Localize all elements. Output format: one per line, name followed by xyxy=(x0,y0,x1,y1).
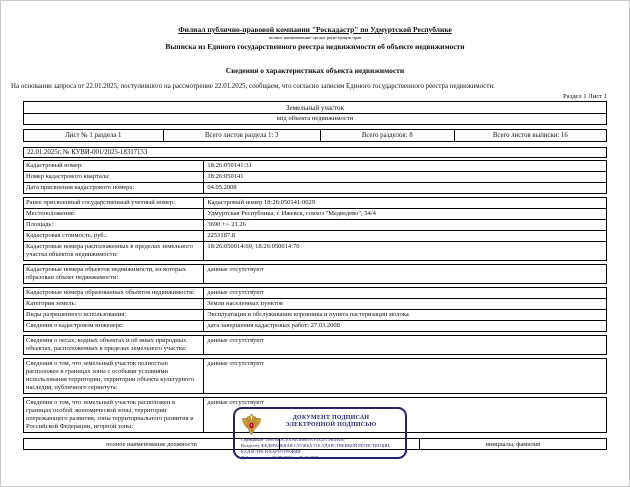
sheets-info-row xyxy=(23,129,607,142)
registration-authority-name: Филиал публично-правовой компании "Роскадастр" по Удмуртской Республике xyxy=(178,25,452,34)
characteristic-value: 3690 +/- 21.26 xyxy=(207,221,246,228)
characteristic-label: Кадастровые номера объектов недвижимости, из которых образован объект недвижимости: xyxy=(24,265,204,283)
characteristic-value: Удмуртская Республика, г. Ижевск, совхоз "Медведево", 54/4 xyxy=(207,210,376,217)
characteristic-value: Земли населенных пунктов xyxy=(207,300,283,307)
characteristic-row xyxy=(24,219,606,230)
characteristic-value: данные отсутствуют xyxy=(207,337,264,344)
russian-coat-of-arms-icon xyxy=(241,413,262,436)
characteristic-row xyxy=(24,309,606,320)
characteristic-value: данные отсутствуют xyxy=(207,399,264,406)
object-type-value: Земельный участок xyxy=(24,102,606,114)
characteristic-value: Кадастровый номер 18:26:050141:0029 xyxy=(207,199,315,206)
stamp-title-line1: ДОКУМЕНТ ПОДПИСАН xyxy=(292,415,370,421)
stamp-header xyxy=(235,409,405,436)
characteristic-label: Площадь: xyxy=(24,220,204,230)
sheets-info-cell: Всего листов выписки: 16 xyxy=(492,132,568,139)
characteristics-block xyxy=(23,335,607,355)
document-title: Выписка из Единого государственного реестра недвижимости об объекте недвижимости xyxy=(165,42,465,51)
sheets-info-cell: Всего листов раздела 1: 3 xyxy=(164,130,321,141)
object-type-caption: вид объекта недвижимости xyxy=(276,115,354,122)
characteristics-block xyxy=(23,287,607,332)
characteristics-block xyxy=(23,358,607,394)
characteristic-value: данные отсутствуют xyxy=(207,289,264,296)
section-sheet-label: Раздел 1 Лист 1 xyxy=(563,93,607,100)
characteristics-block xyxy=(23,264,607,284)
characteristic-value: Эксплуатация и обслуживание коровника и пункта пастеризации молока xyxy=(207,311,409,318)
characteristic-value: 18:26:050014:69, 18:26:050014:70 xyxy=(207,243,300,250)
document-header xyxy=(1,1,629,100)
characteristic-row xyxy=(24,198,606,208)
characteristics-block xyxy=(23,197,607,261)
characteristic-row xyxy=(24,241,606,260)
characteristic-label: Кадастровые номера расположенных в пределах земельного участка объектов недвижимости: xyxy=(24,242,204,260)
characteristic-row xyxy=(24,288,606,298)
signature-name-caption: инициалы, фамилия xyxy=(485,440,541,448)
stamp-certificate: Сертификат: 009F00DC101AE3B66597F1E25749EFB50 xyxy=(241,437,345,442)
characteristic-label: Сведения о том, что земельный участок расположен в границах особой экономической зоны, территории опережающего развития, зоны территориального развития в Российской Федерации, игорной зоны: xyxy=(24,398,204,432)
stamp-title-block xyxy=(262,413,400,429)
characteristic-row xyxy=(24,182,606,193)
characteristic-label: Сведения о кадастровом инженере: xyxy=(24,321,204,331)
characteristic-row xyxy=(24,320,606,331)
characteristic-label: Кадастровые номера образованных объектов недвижимости: xyxy=(24,288,204,298)
stamp-owner: Владелец: ФЕДЕРАЛЬНАЯ СЛУЖБА ГОСУДАРСТВЕННОЙ РЕГИСТРАЦИИ, КАДАСТРА И КАРТОГРАФИИ xyxy=(241,443,391,454)
characteristic-row xyxy=(24,208,606,219)
characteristic-row xyxy=(24,171,606,182)
request-basis-line: На основании запроса от 22.01.2025, поступившего на рассмотрение 22.01.2025, сообщаем, что согласно записям Единого государственного реестра недвижимости: xyxy=(11,83,495,90)
characteristic-value: данные отсутствуют xyxy=(207,266,264,273)
characteristic-label: Виды разрешенного использования: xyxy=(24,310,204,320)
characteristic-value: дата завершения кадастровых работ: 27.03.2008 xyxy=(207,322,340,329)
characteristic-value: 04.05.2008 xyxy=(207,184,237,191)
characteristic-row xyxy=(24,336,606,354)
characteristics-block xyxy=(23,160,607,194)
characteristic-row xyxy=(24,359,606,393)
characteristic-label: Дата присвоения кадастрового номера: xyxy=(24,183,204,193)
characteristic-label: Кадастровый номер: xyxy=(24,161,204,171)
object-type-table xyxy=(23,101,607,125)
characteristic-label: Сведения о том, что земельный участок полностью расположен в границах зоны с особыми условиями использования территории, территории объекта культурного наследия, публичного сервитута: xyxy=(24,359,204,393)
stamp-validity: Действителен: с 02.08.2024 по 26.10.2025 xyxy=(241,454,319,460)
stamp-title-line2: ЭЛЕКТРОННОЙ ПОДПИСЬЮ xyxy=(285,422,377,428)
tables-zone xyxy=(23,101,607,433)
characteristics-table xyxy=(23,160,607,433)
characteristic-label: Категория земель: xyxy=(24,299,204,309)
sheets-info-cell: Лист № 1 раздела 1 xyxy=(24,130,164,141)
characteristic-label: Сведения о лесах, водных объектах и об иных природных объектах, расположенных в пределах земельного участка: xyxy=(24,336,204,354)
characteristic-label: Кадастровая стоимость, руб.: xyxy=(24,231,204,241)
characteristic-label: Ранее присвоенный государственный учетный номер: xyxy=(24,198,204,208)
characteristic-label: Местоположение: xyxy=(24,209,204,219)
section-title: Сведения о характеристиках объекта недвижимости xyxy=(225,66,405,75)
request-number-row: 22.01.2025г. № КУВИ-001/2025-18317153 xyxy=(23,147,607,158)
characteristic-row xyxy=(24,161,606,171)
characteristic-value: 2253187.8 xyxy=(207,232,236,239)
characteristic-row xyxy=(24,230,606,241)
characteristic-value: 18:26:050141:31 xyxy=(207,162,252,169)
digital-signature-stamp xyxy=(233,407,407,459)
characteristic-label: Номер кадастрового квартала: xyxy=(24,172,204,182)
characteristic-row xyxy=(24,265,606,283)
sheets-info-cell: Всего разделов: 8 xyxy=(321,130,455,141)
characteristic-row xyxy=(24,298,606,309)
characteristic-value: 18:26:050141 xyxy=(207,173,244,180)
signature-position-caption: полное наименование должности xyxy=(24,439,280,449)
registration-authority-caption: полное наименование органа регистрации прав xyxy=(268,35,362,40)
characteristic-value: данные отсутствуют xyxy=(207,360,264,367)
